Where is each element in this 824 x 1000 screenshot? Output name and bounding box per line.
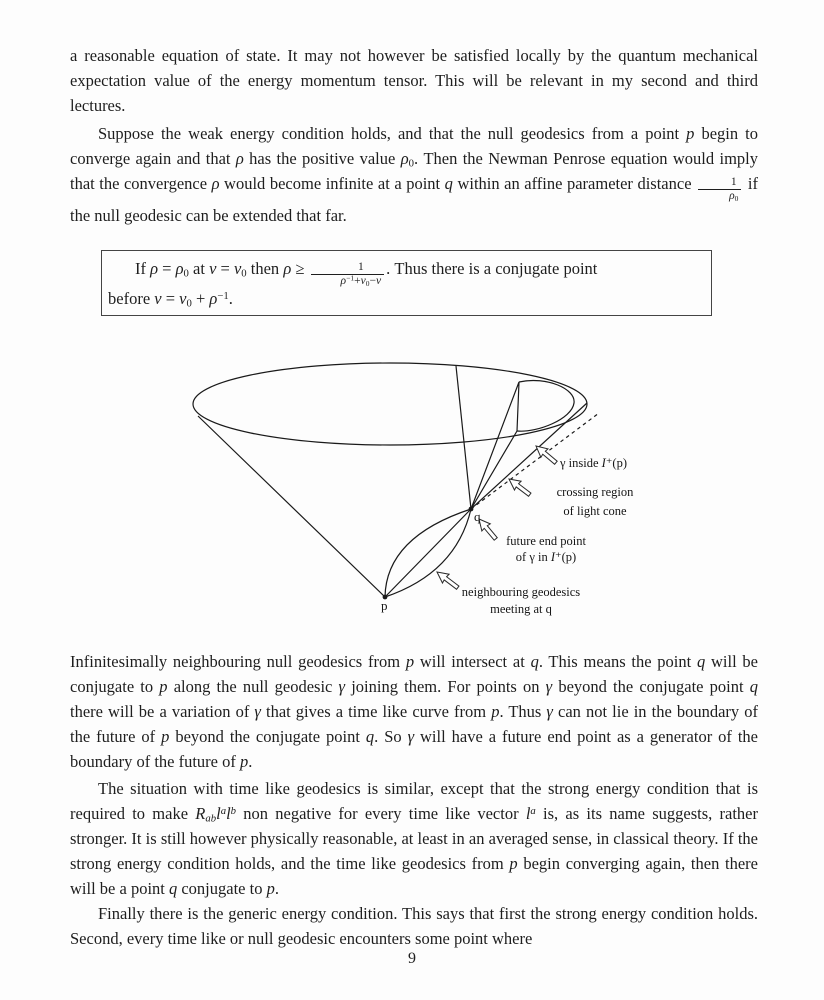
- paragraph-generic-energy-condition: Finally there is the generic energy condition. This says that first the strong energy condition holds. Second, every time like or null geodesic encounters some point where: [70, 904, 758, 948]
- point-q-dot: [469, 507, 474, 512]
- page-number: 9: [408, 950, 416, 967]
- generator-beyond-q: [456, 366, 471, 509]
- label-future-end-point-line2: of γ in I⁺(p): [515, 550, 577, 564]
- label-future-end-point: [498, 533, 594, 565]
- label-point-p: p: [381, 598, 388, 613]
- conjugate-point-equation-box: [101, 250, 712, 316]
- label-crossing-region-line2: of light cone: [563, 504, 627, 518]
- arrow-crossing-region-icon: [506, 475, 533, 499]
- equation-box-line1: If $\rho = \rho_0$ at $v = v_0$ then ρ ≥ $\frac{1}{\rho^{-1}+v_0-v}$ . Thus there is a conjugate point: [135, 259, 598, 288]
- label-neighbouring-geodesics-line2: meeting at q: [490, 602, 552, 616]
- equation-box-line2: before $v = v_0 + \rho^{-1}$.: [108, 289, 233, 310]
- light-cone-rim-ellipse: [193, 363, 587, 445]
- label-future-end-point-line1: future end point: [506, 534, 586, 548]
- label-point-q: q: [474, 509, 481, 524]
- paragraph-weak-energy-condition: Suppose the weak energy condition holds, and that the null geodesics from a point p begin to converge again and that ρ has the positive value $\rho_0$. Then the Newman Penrose equation would imply that the convergence ρ would become infinite at a point q within an affine parameter distance $\frac{1}{\rho_0}$ if the null geodesic can be extended that far.: [70, 124, 759, 226]
- label-neighbouring-geodesics: [458, 584, 584, 618]
- label-gamma-inside-future: γ inside I⁺(p): [560, 456, 627, 470]
- paragraph-strong-energy-condition: The situation with time like geodesics is similar, except that the strong energy condition that is required to make $R_{ab}l^al^b$ non negative for every time like vector $l^a$ is, as its name suggests, rather stronger. It is still however physically reasonable, at least in an averaged sense, in classical theory. If the strong energy condition holds, and the time like geodesics from p begin converging again, then there will be a point q conjugate to p.: [70, 779, 758, 898]
- swallowtail-fold-curve: [517, 380, 574, 431]
- label-neighbouring-geodesics-line1: neighbouring geodesics: [461, 585, 581, 599]
- cone-left-edge: [198, 416, 385, 597]
- paragraph-conjugate-point: Infinitesimally neighbouring null geodesics from p will intersect at q. This means the point q will be conjugate to p along the null geodesic γ joining them. For points on γ beyond the conjugate point q there will be a variation of γ that gives a time like curve from p. Thus γ can not lie in the boundary of the future of p beyond the conjugate point q. So γ will have a future end point as a generator of the boundary of the future of p.: [70, 652, 759, 771]
- arrow-neighbouring-geodesics-icon: [434, 568, 461, 592]
- label-crossing-region-line1: crossing region: [556, 485, 634, 499]
- label-crossing-region: [533, 483, 657, 521]
- crossing-wedge: [471, 382, 519, 509]
- paragraph-equation-of-state: a reasonable equation of state. It may not however be satisfied locally by the quantum mechanical expectation value of the energy momentum tensor. This will be relevant in my second and third lectures.: [70, 46, 758, 115]
